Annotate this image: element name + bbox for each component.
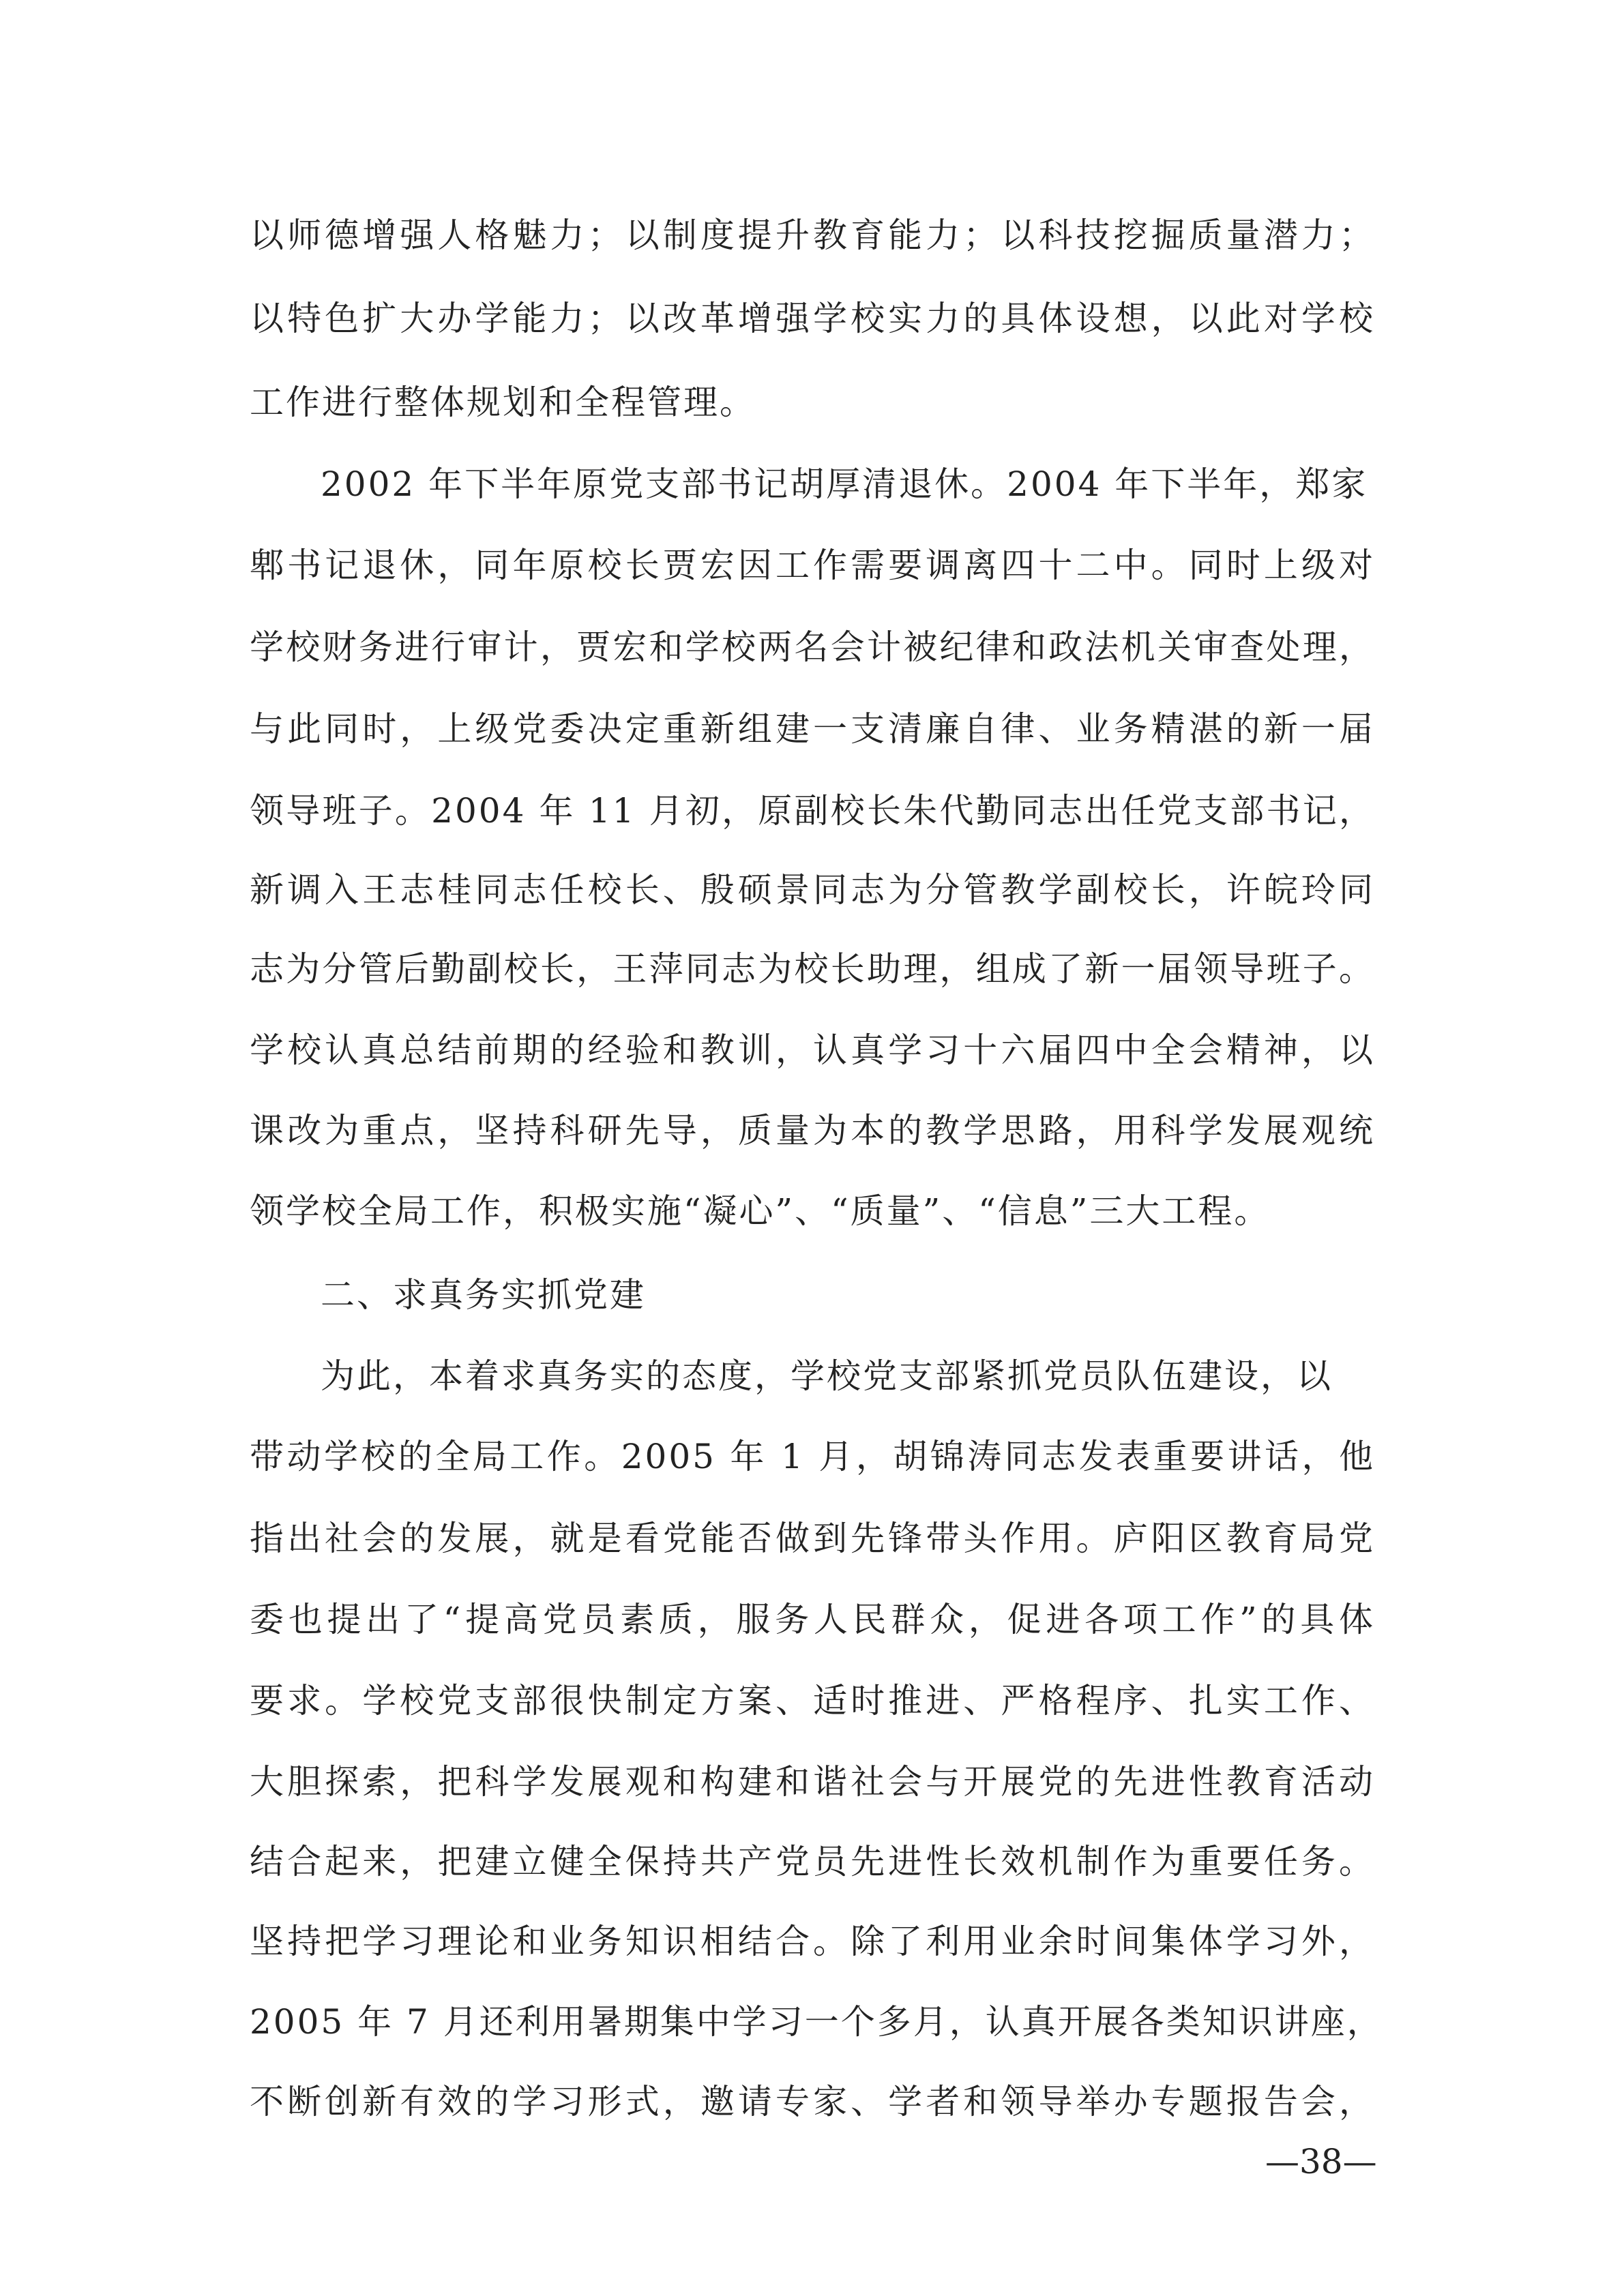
body-text-line: 工作进行整体规划和全程管理。 [250,383,756,422]
body-text-line: 新调入王志桂同志任校长、殷硕景同志为分管教学副校长，许皖玲同 [250,870,1375,910]
paragraph-first-line: 为此，本着求真务实的态度，学校党支部紧抓党员队伍建设，以 [321,1356,1333,1396]
body-text-line: 不断创新有效的学习形式，邀请专家、学者和领导举办专题报告会， [250,2082,1375,2121]
body-text-line: 学校认真总结前期的经验和教训，认真学习十六届四中全会精神，以 [250,1030,1375,1070]
body-text-line: 志为分管后勤副校长，王萍同志为校长助理，组成了新一届领导班子。 [250,949,1375,989]
body-text-line: 2005 年 7 月还利用暑期集中学习一个多月，认真开展各类知识讲座， [250,2002,1383,2042]
body-text-line: 指出社会的发展，就是看党能否做到先锋带头作用。庐阳区教育局党 [250,1519,1375,1558]
body-text-line: 以特色扩大办学能力；以改革增强学校实力的具体设想，以此对学校 [250,299,1375,338]
body-text-line: 郫书记退休，同年原校长贾宏因工作需要调离四十二中。同时上级对 [250,546,1375,585]
body-text-line: 学校财务进行审计，贾宏和学校两名会计被纪律和政法机关审查处理， [250,627,1375,667]
body-text-line: 结合起来，把建立健全保持共产党员先进性长效机制作为重要任务。 [250,1842,1375,1881]
body-text-line: 领学校全局工作，积极实施“凝心”、“质量”、“信息”三大工程。 [250,1191,1271,1231]
body-text-line: 课改为重点，坚持科研先导，质量为本的教学思路，用科学发展观统 [250,1111,1375,1150]
section-heading: 二、求真务实抓党建 [321,1275,646,1315]
body-text-line: 要求。学校党支部很快制定方案、适时推进、严格程序、扎实工作、 [250,1681,1375,1720]
body-text-line: 带动学校的全局工作。2005 年 1 月，胡锦涛同志发表重要讲话，他 [250,1437,1375,1476]
paragraph-first-line: 2002 年下半年原党支部书记胡厚清退休。2004 年下半年，郑家 [321,464,1368,504]
body-text-line: 领导班子。2004 年 11 月初，原副校长朱代勤同志出任党支部书记， [250,791,1375,831]
body-text-line: 大胆探索，把科学发展观和构建和谐社会与开展党的先进性教育活动 [250,1762,1375,1802]
body-text-line: 与此同时，上级党委决定重新组建一支清廉自律、业务精湛的新一届 [250,709,1375,749]
body-text-line: 以师德增强人格魅力；以制度提升教育能力；以科技挖掘质量潜力； [250,215,1375,255]
page-number: —38— [1265,2142,1377,2181]
body-text-line: 坚持把学习理论和业务知识相结合。除了利用业余时间集体学习外， [250,1922,1375,1961]
body-text-line: 委也提出了“提高党员素质，服务人民群众，促进各项工作”的具体 [250,1600,1375,1639]
